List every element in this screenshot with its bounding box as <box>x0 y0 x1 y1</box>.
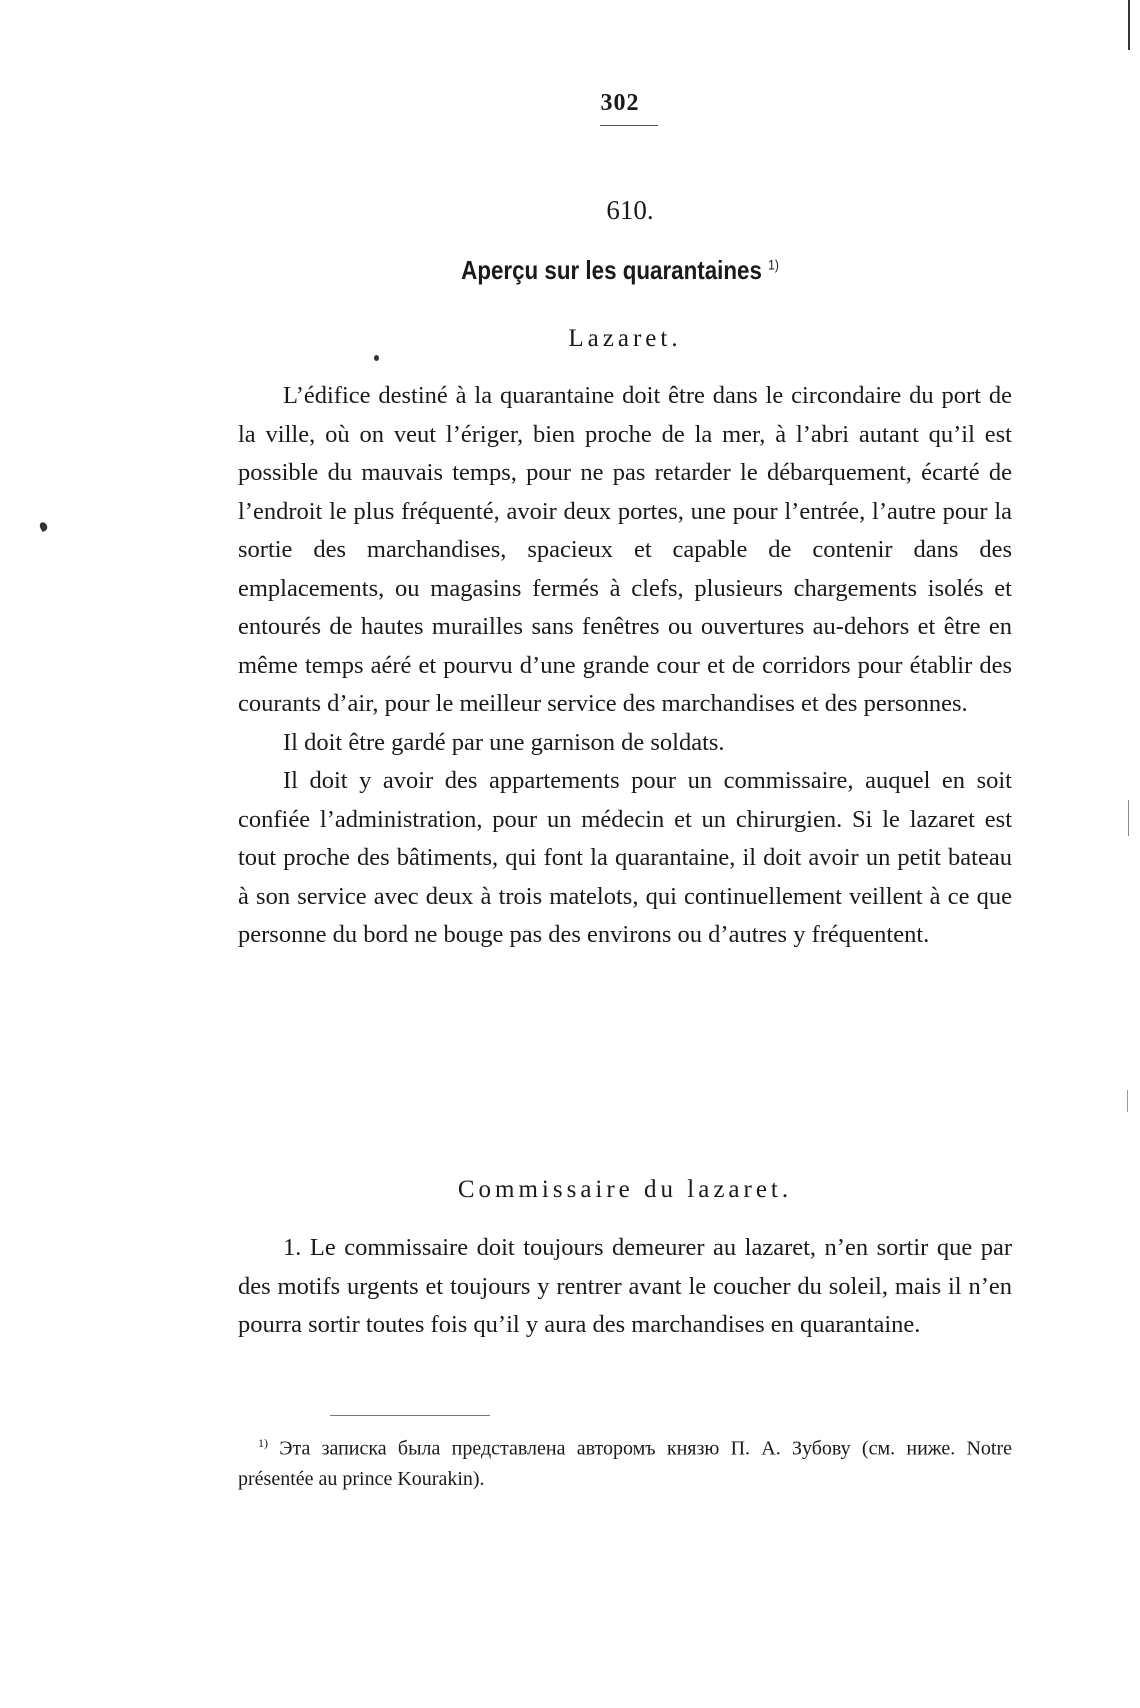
scan-edge-mark <box>1128 0 1130 50</box>
section-body-commissaire <box>238 1229 1012 1345</box>
footnote-separator <box>330 1415 490 1416</box>
paragraph: 1. Le commissaire doit toujours demeurer au lazaret, n’en sortir que par des motifs urgents et toujours y rentrer avant le coucher du soleil, mais il n’en pourra sortir toutes fois qu’il y aura des marchandises en quarantaine. <box>238 1234 1012 1338</box>
paragraph: L’édifice destiné à la quarantaine doit être dans le circondaire du port de la ville, où on veut l’ériger, bien proche de la mer, à l’abri autant qu’il est possible du mauvais temps, pour ne pas retarder le débarquement, écarté de l’endroit le plus fréquenté, avoir deux portes, une pour l’entrée, l’autre pour la sortie des marchandises, spacieux et capable de contenir dans des emplacements, ou magasins fermés à clefs, plusieurs chargements isolés et entourés de hautes murailles sans fenêtres ou ouvertures au-dehors et être en même temps aéré et pourvu d’une grande cour et de corridors pour établir des courants d’air, pour le meilleur service des marchandises et des personnes. <box>238 382 1012 717</box>
footnote-text: Эта записка была представлена авторомъ князю П. А. Зубову (см. ниже. Notre présentée au prince Kourakin). <box>238 1437 1012 1490</box>
footnote-marker: 1) <box>258 1436 268 1450</box>
paragraph: Il doit y avoir des appartements pour un commissaire, auquel en soit confiée l’administration, pour un médecin et un chirurgien. Si le lazaret est tout proche des bâtiments, qui font la quarantaine, il doit avoir un petit bateau à son service avec deux à trois matelots, qui continuellement veillent à ce que personne du bord ne bouge pas des environs ou d’autres y fréquentent. <box>238 767 1012 948</box>
section-heading-commissaire: Commissaire du lazaret. <box>457 1176 793 1203</box>
page-number-underline <box>600 125 658 126</box>
document-number: 610. <box>606 195 654 225</box>
section-heading-lazaret: Lazaret. <box>568 325 682 352</box>
title-footnote-marker: 1) <box>768 256 779 273</box>
paragraph: Il doit être gardé par une garnison de soldats. <box>283 728 725 756</box>
document-title-text: Aperçu sur les quarantaines <box>461 255 762 285</box>
ink-spot <box>38 521 49 532</box>
scan-edge-mark <box>1128 800 1129 836</box>
document-title <box>414 255 827 286</box>
ink-spot <box>374 355 379 361</box>
page-number: 302 <box>600 90 640 116</box>
scan-edge-mark <box>1127 1090 1128 1112</box>
footnote <box>238 1428 1012 1494</box>
section-body-lazaret <box>238 377 1012 955</box>
